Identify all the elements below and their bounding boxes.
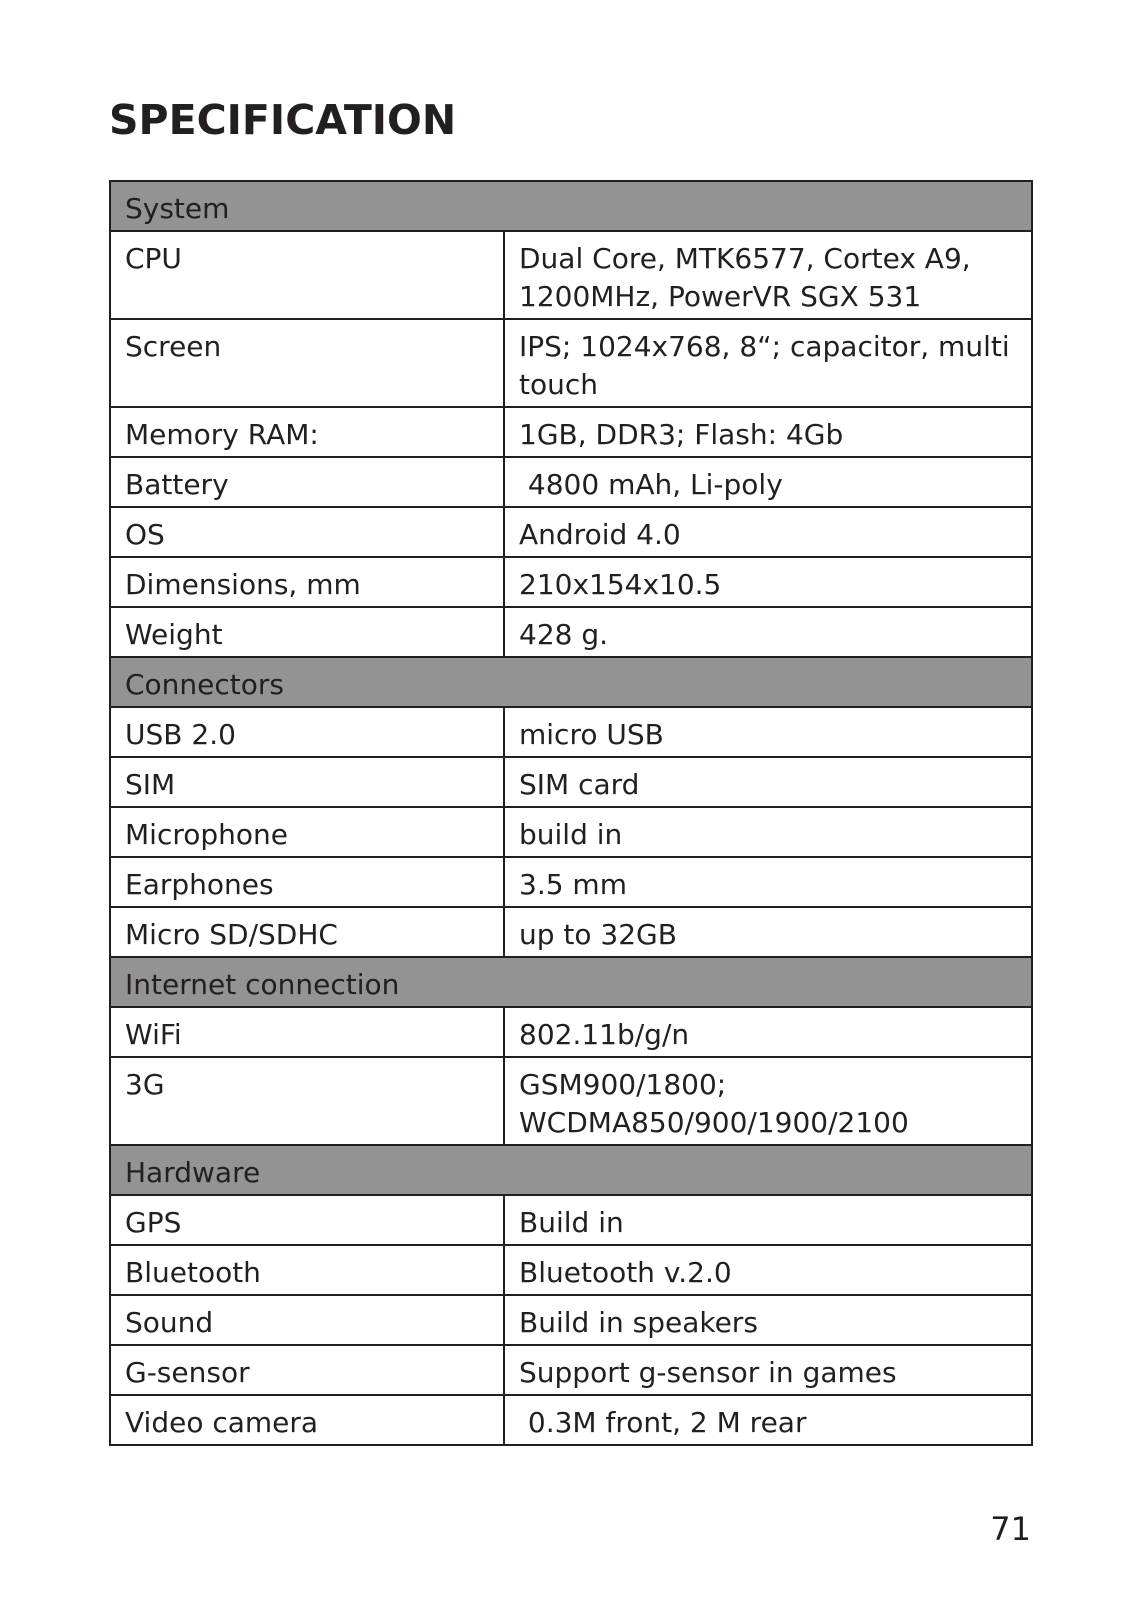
spec-value: Android 4.0	[504, 507, 1032, 557]
spec-row-cpu	[110, 231, 1032, 319]
spec-row-memory	[110, 407, 1032, 457]
spec-value: Build in speakers	[504, 1295, 1032, 1345]
section-header-internet	[110, 957, 1032, 1007]
section-title: Connectors	[110, 657, 1032, 707]
spec-label: Dimensions, mm	[110, 557, 504, 607]
spec-row-gps	[110, 1195, 1032, 1245]
section-header-connectors	[110, 657, 1032, 707]
spec-value: SIM card	[504, 757, 1032, 807]
spec-row-bluetooth	[110, 1245, 1032, 1295]
spec-value: 4800 mAh, Li-poly	[504, 457, 1032, 507]
section-title: Hardware	[110, 1145, 1032, 1195]
spec-label: SIM	[110, 757, 504, 807]
specification-table	[109, 180, 1033, 1446]
spec-label: GPS	[110, 1195, 504, 1245]
spec-row-weight	[110, 607, 1032, 657]
spec-row-3g	[110, 1057, 1032, 1145]
spec-row-sound	[110, 1295, 1032, 1345]
spec-row-microsd	[110, 907, 1032, 957]
spec-value: 1GB, DDR3; Flash: 4Gb	[504, 407, 1032, 457]
spec-label: Sound	[110, 1295, 504, 1345]
spec-label: Screen	[110, 319, 504, 407]
spec-label: CPU	[110, 231, 504, 319]
spec-row-earphones	[110, 857, 1032, 907]
spec-value: build in	[504, 807, 1032, 857]
spec-label: USB 2.0	[110, 707, 504, 757]
section-title: System	[110, 181, 1032, 231]
spec-row-dimensions	[110, 557, 1032, 607]
spec-row-os	[110, 507, 1032, 557]
page-title: SPECIFICATION	[109, 96, 457, 144]
spec-value: 210x154x10.5	[504, 557, 1032, 607]
spec-value: 0.3M front, 2 M rear	[504, 1395, 1032, 1445]
spec-label: Earphones	[110, 857, 504, 907]
spec-row-gsensor	[110, 1345, 1032, 1395]
spec-value: IPS; 1024x768, 8“; capacitor, multi touch	[504, 319, 1032, 407]
section-title: Internet connection	[110, 957, 1032, 1007]
spec-value: Bluetooth v.2.0	[504, 1245, 1032, 1295]
section-header-system	[110, 181, 1032, 231]
spec-label: Battery	[110, 457, 504, 507]
spec-value: 428 g.	[504, 607, 1032, 657]
spec-row-battery	[110, 457, 1032, 507]
spec-value: GSM900/1800; WCDMA850/900/1900/2100	[504, 1057, 1032, 1145]
spec-row-sim	[110, 757, 1032, 807]
spec-value: Support g-sensor in games	[504, 1345, 1032, 1395]
spec-label: Micro SD/SDHC	[110, 907, 504, 957]
spec-label: Microphone	[110, 807, 504, 857]
spec-value: micro USB	[504, 707, 1032, 757]
spec-label: Bluetooth	[110, 1245, 504, 1295]
spec-label: Memory RAM:	[110, 407, 504, 457]
spec-value: up to 32GB	[504, 907, 1032, 957]
spec-row-video-camera	[110, 1395, 1032, 1445]
spec-label: Weight	[110, 607, 504, 657]
spec-label: G-sensor	[110, 1345, 504, 1395]
spec-value: 3.5 mm	[504, 857, 1032, 907]
spec-row-microphone	[110, 807, 1032, 857]
page-number: 71	[990, 1510, 1031, 1548]
spec-value: Dual Core, MTK6577, Cortex A9, 1200MHz, PowerVR SGX 531	[504, 231, 1032, 319]
spec-row-usb	[110, 707, 1032, 757]
spec-value: 802.11b/g/n	[504, 1007, 1032, 1057]
spec-label: WiFi	[110, 1007, 504, 1057]
spec-label: 3G	[110, 1057, 504, 1145]
spec-label: Video camera	[110, 1395, 504, 1445]
spec-row-screen	[110, 319, 1032, 407]
spec-row-wifi	[110, 1007, 1032, 1057]
section-header-hardware	[110, 1145, 1032, 1195]
spec-value: Build in	[504, 1195, 1032, 1245]
spec-label: OS	[110, 507, 504, 557]
